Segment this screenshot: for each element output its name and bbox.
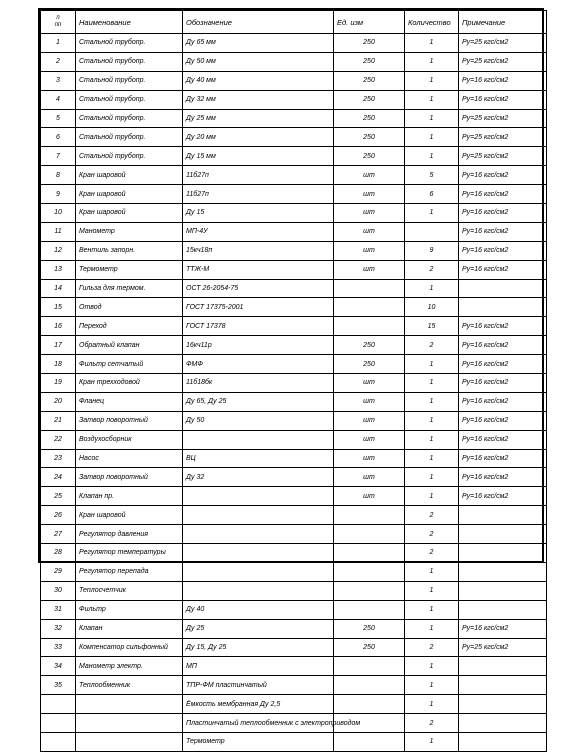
table-row xyxy=(41,525,547,544)
cell-mass xyxy=(334,676,405,695)
cell-designation: 11б27п xyxy=(183,185,334,204)
cell-mass: шт xyxy=(334,430,405,449)
cell-mass: шт xyxy=(334,185,405,204)
cell-designation: ГОСТ 17378 xyxy=(183,317,334,336)
cell-note xyxy=(459,600,547,619)
cell-qty: 2 xyxy=(405,260,459,279)
table-row xyxy=(41,336,547,355)
table-row xyxy=(41,657,547,676)
cell-mass xyxy=(334,600,405,619)
cell-name: Стальной трубопр. xyxy=(76,128,183,147)
cell-designation: Ду 50 xyxy=(183,411,334,430)
cell-mass: 250 xyxy=(334,638,405,657)
cell-note: Ру=25 кгс/см2 xyxy=(459,109,547,128)
cell-mass: шт xyxy=(334,241,405,260)
table-row xyxy=(41,355,547,374)
cell-mass: 250 xyxy=(334,147,405,166)
specification-sheet xyxy=(38,8,544,746)
cell-designation: 16кч11р xyxy=(183,336,334,355)
cell-qty: 15 xyxy=(405,317,459,336)
cell-empty xyxy=(334,732,405,751)
cell-note xyxy=(459,581,547,600)
table-row xyxy=(41,600,547,619)
cell-qty: 5 xyxy=(405,166,459,185)
header-qty: Количество xyxy=(405,11,459,34)
cell-qty: 1 xyxy=(405,279,459,298)
table-row xyxy=(41,204,547,223)
cell-designation: Ду 15 мм xyxy=(183,147,334,166)
table-row xyxy=(41,90,547,109)
cell-num: 30 xyxy=(41,581,76,600)
cell-name: Кран шаровой xyxy=(76,506,183,525)
cell-num: 17 xyxy=(41,336,76,355)
cell-num: 24 xyxy=(41,468,76,487)
cell-mass: 250 xyxy=(334,355,405,374)
cell-num: 21 xyxy=(41,411,76,430)
cell-designation: ФМФ xyxy=(183,355,334,374)
cell-note: Ру=16 кгс/см2 xyxy=(459,241,547,260)
table-row xyxy=(41,487,547,506)
cell-note xyxy=(459,657,547,676)
cell-note: Ру=25 кгс/см2 xyxy=(459,147,547,166)
cell-qty: 2 xyxy=(405,525,459,544)
cell-qty: 1 xyxy=(405,430,459,449)
table-row xyxy=(41,638,547,657)
cell-qty xyxy=(405,222,459,241)
cell-note: Ру=16 кгс/см2 xyxy=(459,430,547,449)
cell-qty: 1 xyxy=(405,52,459,71)
cell-name: Кран трехходовой xyxy=(76,374,183,393)
cell-qty: 1 xyxy=(405,487,459,506)
cell-mass: шт xyxy=(334,392,405,411)
cell-name: Затвор поворотный xyxy=(76,468,183,487)
cell-name: Воздухосборник xyxy=(76,430,183,449)
table-row xyxy=(41,411,547,430)
cell-designation: Ду 32 мм xyxy=(183,90,334,109)
cell-note: Ру=16 кгс/см2 xyxy=(459,222,547,241)
cell-name: Регулятор давления xyxy=(76,525,183,544)
cell-name: Манометр xyxy=(76,222,183,241)
cell-num: 29 xyxy=(41,562,76,581)
cell-qty: 1 xyxy=(405,657,459,676)
cell-note xyxy=(459,562,547,581)
cell-mass: 250 xyxy=(334,90,405,109)
cell-qty: 1 xyxy=(405,695,459,714)
cell-note xyxy=(459,298,547,317)
cell-mass xyxy=(334,317,405,336)
cell-qty: 1 xyxy=(405,619,459,638)
cell-designation: Ду 15, Ду 25 xyxy=(183,638,334,657)
cell-empty xyxy=(459,714,547,733)
cell-note: Ру=16 кгс/см2 xyxy=(459,374,547,393)
cell-designation: Ду 40 мм xyxy=(183,71,334,90)
cell-designation: ТТЖ-М xyxy=(183,260,334,279)
cell-designation: Ду 20 мм xyxy=(183,128,334,147)
cell-designation: МП xyxy=(183,657,334,676)
cell-empty xyxy=(41,695,76,714)
cell-num: 28 xyxy=(41,544,76,563)
cell-empty xyxy=(334,695,405,714)
cell-note: Ру=25 кгс/см2 xyxy=(459,52,547,71)
cell-name: Термометр xyxy=(76,260,183,279)
cell-qty: 1 xyxy=(405,71,459,90)
table-row xyxy=(41,128,547,147)
cell-name: Кран шаровой xyxy=(76,166,183,185)
cell-note: Ру=16 кгс/см2 xyxy=(459,449,547,468)
cell-mass: 250 xyxy=(334,34,405,53)
cell-num: 1 xyxy=(41,34,76,53)
cell-name: Регулятор перепада xyxy=(76,562,183,581)
cell-designation: 11б18бк xyxy=(183,374,334,393)
cell-designation: Ёмкость мембранная Ду 2,5 xyxy=(183,695,334,714)
cell-designation: Ду 65, Ду 25 xyxy=(183,392,334,411)
table-row xyxy=(41,562,547,581)
cell-num: 9 xyxy=(41,185,76,204)
cell-mass: 250 xyxy=(334,128,405,147)
cell-empty xyxy=(459,695,547,714)
header-mass: Ед. изм xyxy=(334,11,405,34)
cell-num: 10 xyxy=(41,204,76,223)
cell-name: Манометр электр. xyxy=(76,657,183,676)
cell-qty: 1 xyxy=(405,676,459,695)
cell-qty: 1 xyxy=(405,374,459,393)
cell-name: Кран шаровой xyxy=(76,204,183,223)
cell-qty: 2 xyxy=(405,638,459,657)
cell-name: Насос xyxy=(76,449,183,468)
cell-mass: шт xyxy=(334,374,405,393)
cell-qty: 2 xyxy=(405,714,459,733)
cell-name: Клапан xyxy=(76,619,183,638)
cell-note xyxy=(459,279,547,298)
cell-note: Ру=16 кгс/см2 xyxy=(459,317,547,336)
header-designation: Обозначение xyxy=(183,11,334,34)
cell-mass: шт xyxy=(334,260,405,279)
cell-note: Ру=16 кгс/см2 xyxy=(459,619,547,638)
cell-designation xyxy=(183,525,334,544)
cell-mass xyxy=(334,562,405,581)
cell-num: 18 xyxy=(41,355,76,374)
table-row xyxy=(41,34,547,53)
cell-num: 3 xyxy=(41,71,76,90)
table-row xyxy=(41,317,547,336)
cell-name: Фильтр сетчатый xyxy=(76,355,183,374)
table-row xyxy=(41,222,547,241)
cell-num: 12 xyxy=(41,241,76,260)
table-row xyxy=(41,298,547,317)
cell-name: Регулятор температуры xyxy=(76,544,183,563)
cell-note: Ру=16 кгс/см2 xyxy=(459,411,547,430)
cell-mass: 250 xyxy=(334,336,405,355)
cell-mass: шт xyxy=(334,468,405,487)
table-row xyxy=(41,260,547,279)
header-num: п пп xyxy=(41,11,76,34)
cell-mass: шт xyxy=(334,166,405,185)
table-row xyxy=(41,392,547,411)
cell-mass xyxy=(334,525,405,544)
cell-empty xyxy=(76,695,183,714)
cell-qty: 1 xyxy=(405,449,459,468)
cell-name: Стальной трубопр. xyxy=(76,52,183,71)
cell-name: Теплообменник xyxy=(76,676,183,695)
cell-name: Стальной трубопр. xyxy=(76,71,183,90)
cell-qty: 2 xyxy=(405,336,459,355)
cell-mass: 250 xyxy=(334,71,405,90)
cell-mass: шт xyxy=(334,411,405,430)
cell-num: 13 xyxy=(41,260,76,279)
cell-mass: 250 xyxy=(334,52,405,71)
cell-note: Ру=16 кгс/см2 xyxy=(459,468,547,487)
cell-designation: Ду 25 xyxy=(183,619,334,638)
cell-empty xyxy=(76,714,183,733)
table-subrow xyxy=(41,695,547,714)
cell-name: Компенсатор сильфонный xyxy=(76,638,183,657)
specification-table xyxy=(40,10,547,752)
cell-designation: Ду 65 мм xyxy=(183,34,334,53)
cell-qty: 1 xyxy=(405,411,459,430)
cell-name: Фильтр xyxy=(76,600,183,619)
cell-designation xyxy=(183,430,334,449)
cell-designation xyxy=(183,544,334,563)
cell-mass: шт xyxy=(334,487,405,506)
cell-num: 34 xyxy=(41,657,76,676)
cell-note: Ру=16 кгс/см2 xyxy=(459,166,547,185)
cell-name: Стальной трубопр. xyxy=(76,34,183,53)
cell-qty: 1 xyxy=(405,600,459,619)
cell-note: Ру=16 кгс/см2 xyxy=(459,260,547,279)
cell-name: Стальной трубопр. xyxy=(76,109,183,128)
cell-num: 5 xyxy=(41,109,76,128)
cell-mass xyxy=(334,506,405,525)
table-row xyxy=(41,241,547,260)
cell-designation: 11б27п xyxy=(183,166,334,185)
cell-qty: 1 xyxy=(405,732,459,751)
cell-designation xyxy=(183,506,334,525)
cell-qty: 2 xyxy=(405,506,459,525)
table-row xyxy=(41,109,547,128)
cell-note: Ру=16 кгс/см2 xyxy=(459,355,547,374)
table-subrow xyxy=(41,732,547,751)
cell-designation: Термометр xyxy=(183,732,334,751)
cell-mass: 250 xyxy=(334,109,405,128)
cell-qty: 1 xyxy=(405,34,459,53)
cell-num: 25 xyxy=(41,487,76,506)
cell-note: Ру=25 кгс/см2 xyxy=(459,638,547,657)
cell-note xyxy=(459,544,547,563)
cell-mass xyxy=(334,657,405,676)
cell-qty: 1 xyxy=(405,355,459,374)
cell-empty xyxy=(41,732,76,751)
cell-note: Ру=16 кгс/см2 xyxy=(459,336,547,355)
cell-designation: Ду 32 xyxy=(183,468,334,487)
cell-num: 2 xyxy=(41,52,76,71)
cell-qty: 1 xyxy=(405,109,459,128)
cell-qty: 1 xyxy=(405,147,459,166)
cell-mass xyxy=(334,279,405,298)
cell-designation xyxy=(183,562,334,581)
table-row xyxy=(41,374,547,393)
cell-qty: 10 xyxy=(405,298,459,317)
cell-note xyxy=(459,506,547,525)
cell-qty: 1 xyxy=(405,562,459,581)
table-row xyxy=(41,71,547,90)
cell-name: Кран шаровой xyxy=(76,185,183,204)
cell-designation xyxy=(183,487,334,506)
cell-name: Теплосчетчик xyxy=(76,581,183,600)
cell-name: Фланец xyxy=(76,392,183,411)
cell-mass: шт xyxy=(334,449,405,468)
table-row xyxy=(41,449,547,468)
cell-designation: 15кч18п xyxy=(183,241,334,260)
table-row xyxy=(41,506,547,525)
cell-empty xyxy=(76,732,183,751)
table-row xyxy=(41,52,547,71)
cell-num: 4 xyxy=(41,90,76,109)
cell-note: Ру=16 кгс/см2 xyxy=(459,392,547,411)
table-row xyxy=(41,619,547,638)
cell-mass: шт xyxy=(334,222,405,241)
cell-mass xyxy=(334,581,405,600)
cell-num: 11 xyxy=(41,222,76,241)
cell-designation: Пластинчатый теплообменник с электроприводом xyxy=(183,714,334,733)
table-subrow xyxy=(41,714,547,733)
cell-qty: 1 xyxy=(405,90,459,109)
cell-num: 27 xyxy=(41,525,76,544)
cell-qty: 6 xyxy=(405,185,459,204)
cell-qty: 2 xyxy=(405,544,459,563)
cell-qty: 1 xyxy=(405,204,459,223)
cell-mass: шт xyxy=(334,204,405,223)
cell-mass xyxy=(334,298,405,317)
cell-num: 31 xyxy=(41,600,76,619)
cell-mass xyxy=(334,544,405,563)
cell-qty: 1 xyxy=(405,128,459,147)
cell-num: 8 xyxy=(41,166,76,185)
cell-empty xyxy=(41,714,76,733)
cell-mass: 250 xyxy=(334,619,405,638)
cell-name: Обратный клапан xyxy=(76,336,183,355)
table-header-row xyxy=(41,11,547,34)
cell-num: 7 xyxy=(41,147,76,166)
cell-note: Ру=16 кгс/см2 xyxy=(459,71,547,90)
cell-name: Отвод xyxy=(76,298,183,317)
cell-name: Клапан пр. xyxy=(76,487,183,506)
cell-designation: Ду 50 мм xyxy=(183,52,334,71)
cell-num: 35 xyxy=(41,676,76,695)
table-row xyxy=(41,468,547,487)
cell-note: Ру=16 кгс/см2 xyxy=(459,90,547,109)
cell-name: Гильза для термом. xyxy=(76,279,183,298)
cell-num: 22 xyxy=(41,430,76,449)
cell-designation: ОСТ 26-2054-75 xyxy=(183,279,334,298)
cell-name: Переход xyxy=(76,317,183,336)
cell-designation: Ду 15 xyxy=(183,204,334,223)
cell-designation: МП-4У xyxy=(183,222,334,241)
cell-designation xyxy=(183,581,334,600)
cell-name: Стальной трубопр. xyxy=(76,147,183,166)
cell-num: 26 xyxy=(41,506,76,525)
cell-num: 32 xyxy=(41,619,76,638)
cell-name: Вентиль запорн. xyxy=(76,241,183,260)
cell-note: Ру=16 кгс/см2 xyxy=(459,204,547,223)
cell-num: 15 xyxy=(41,298,76,317)
cell-designation: ГОСТ 17375-2001 xyxy=(183,298,334,317)
cell-qty: 1 xyxy=(405,581,459,600)
cell-num: 19 xyxy=(41,374,76,393)
table-row xyxy=(41,185,547,204)
cell-note: Ру=16 кгс/см2 xyxy=(459,487,547,506)
cell-num: 6 xyxy=(41,128,76,147)
table-row xyxy=(41,430,547,449)
cell-designation: Ду 25 мм xyxy=(183,109,334,128)
cell-qty: 9 xyxy=(405,241,459,260)
cell-name: Затвор поворотный xyxy=(76,411,183,430)
table-row xyxy=(41,676,547,695)
cell-num: 33 xyxy=(41,638,76,657)
cell-note xyxy=(459,676,547,695)
header-note: Примечание xyxy=(459,11,547,34)
cell-qty: 1 xyxy=(405,392,459,411)
cell-designation: Ду 40 xyxy=(183,600,334,619)
cell-empty xyxy=(459,732,547,751)
table-row xyxy=(41,581,547,600)
cell-note: Ру=25 кгс/см2 xyxy=(459,34,547,53)
cell-qty: 1 xyxy=(405,468,459,487)
cell-num: 14 xyxy=(41,279,76,298)
cell-num: 16 xyxy=(41,317,76,336)
table-row xyxy=(41,166,547,185)
cell-note: Ру=25 кгс/см2 xyxy=(459,128,547,147)
table-row xyxy=(41,147,547,166)
cell-name: Стальной трубопр. xyxy=(76,90,183,109)
cell-note xyxy=(459,525,547,544)
cell-num: 23 xyxy=(41,449,76,468)
header-name: Наименование xyxy=(76,11,183,34)
table-row xyxy=(41,279,547,298)
cell-designation: ТПР-ФМ пластинчатый xyxy=(183,676,334,695)
cell-designation: ВЦ xyxy=(183,449,334,468)
table-row xyxy=(41,544,547,563)
cell-num: 20 xyxy=(41,392,76,411)
cell-note: Ру=16 кгс/см2 xyxy=(459,185,547,204)
